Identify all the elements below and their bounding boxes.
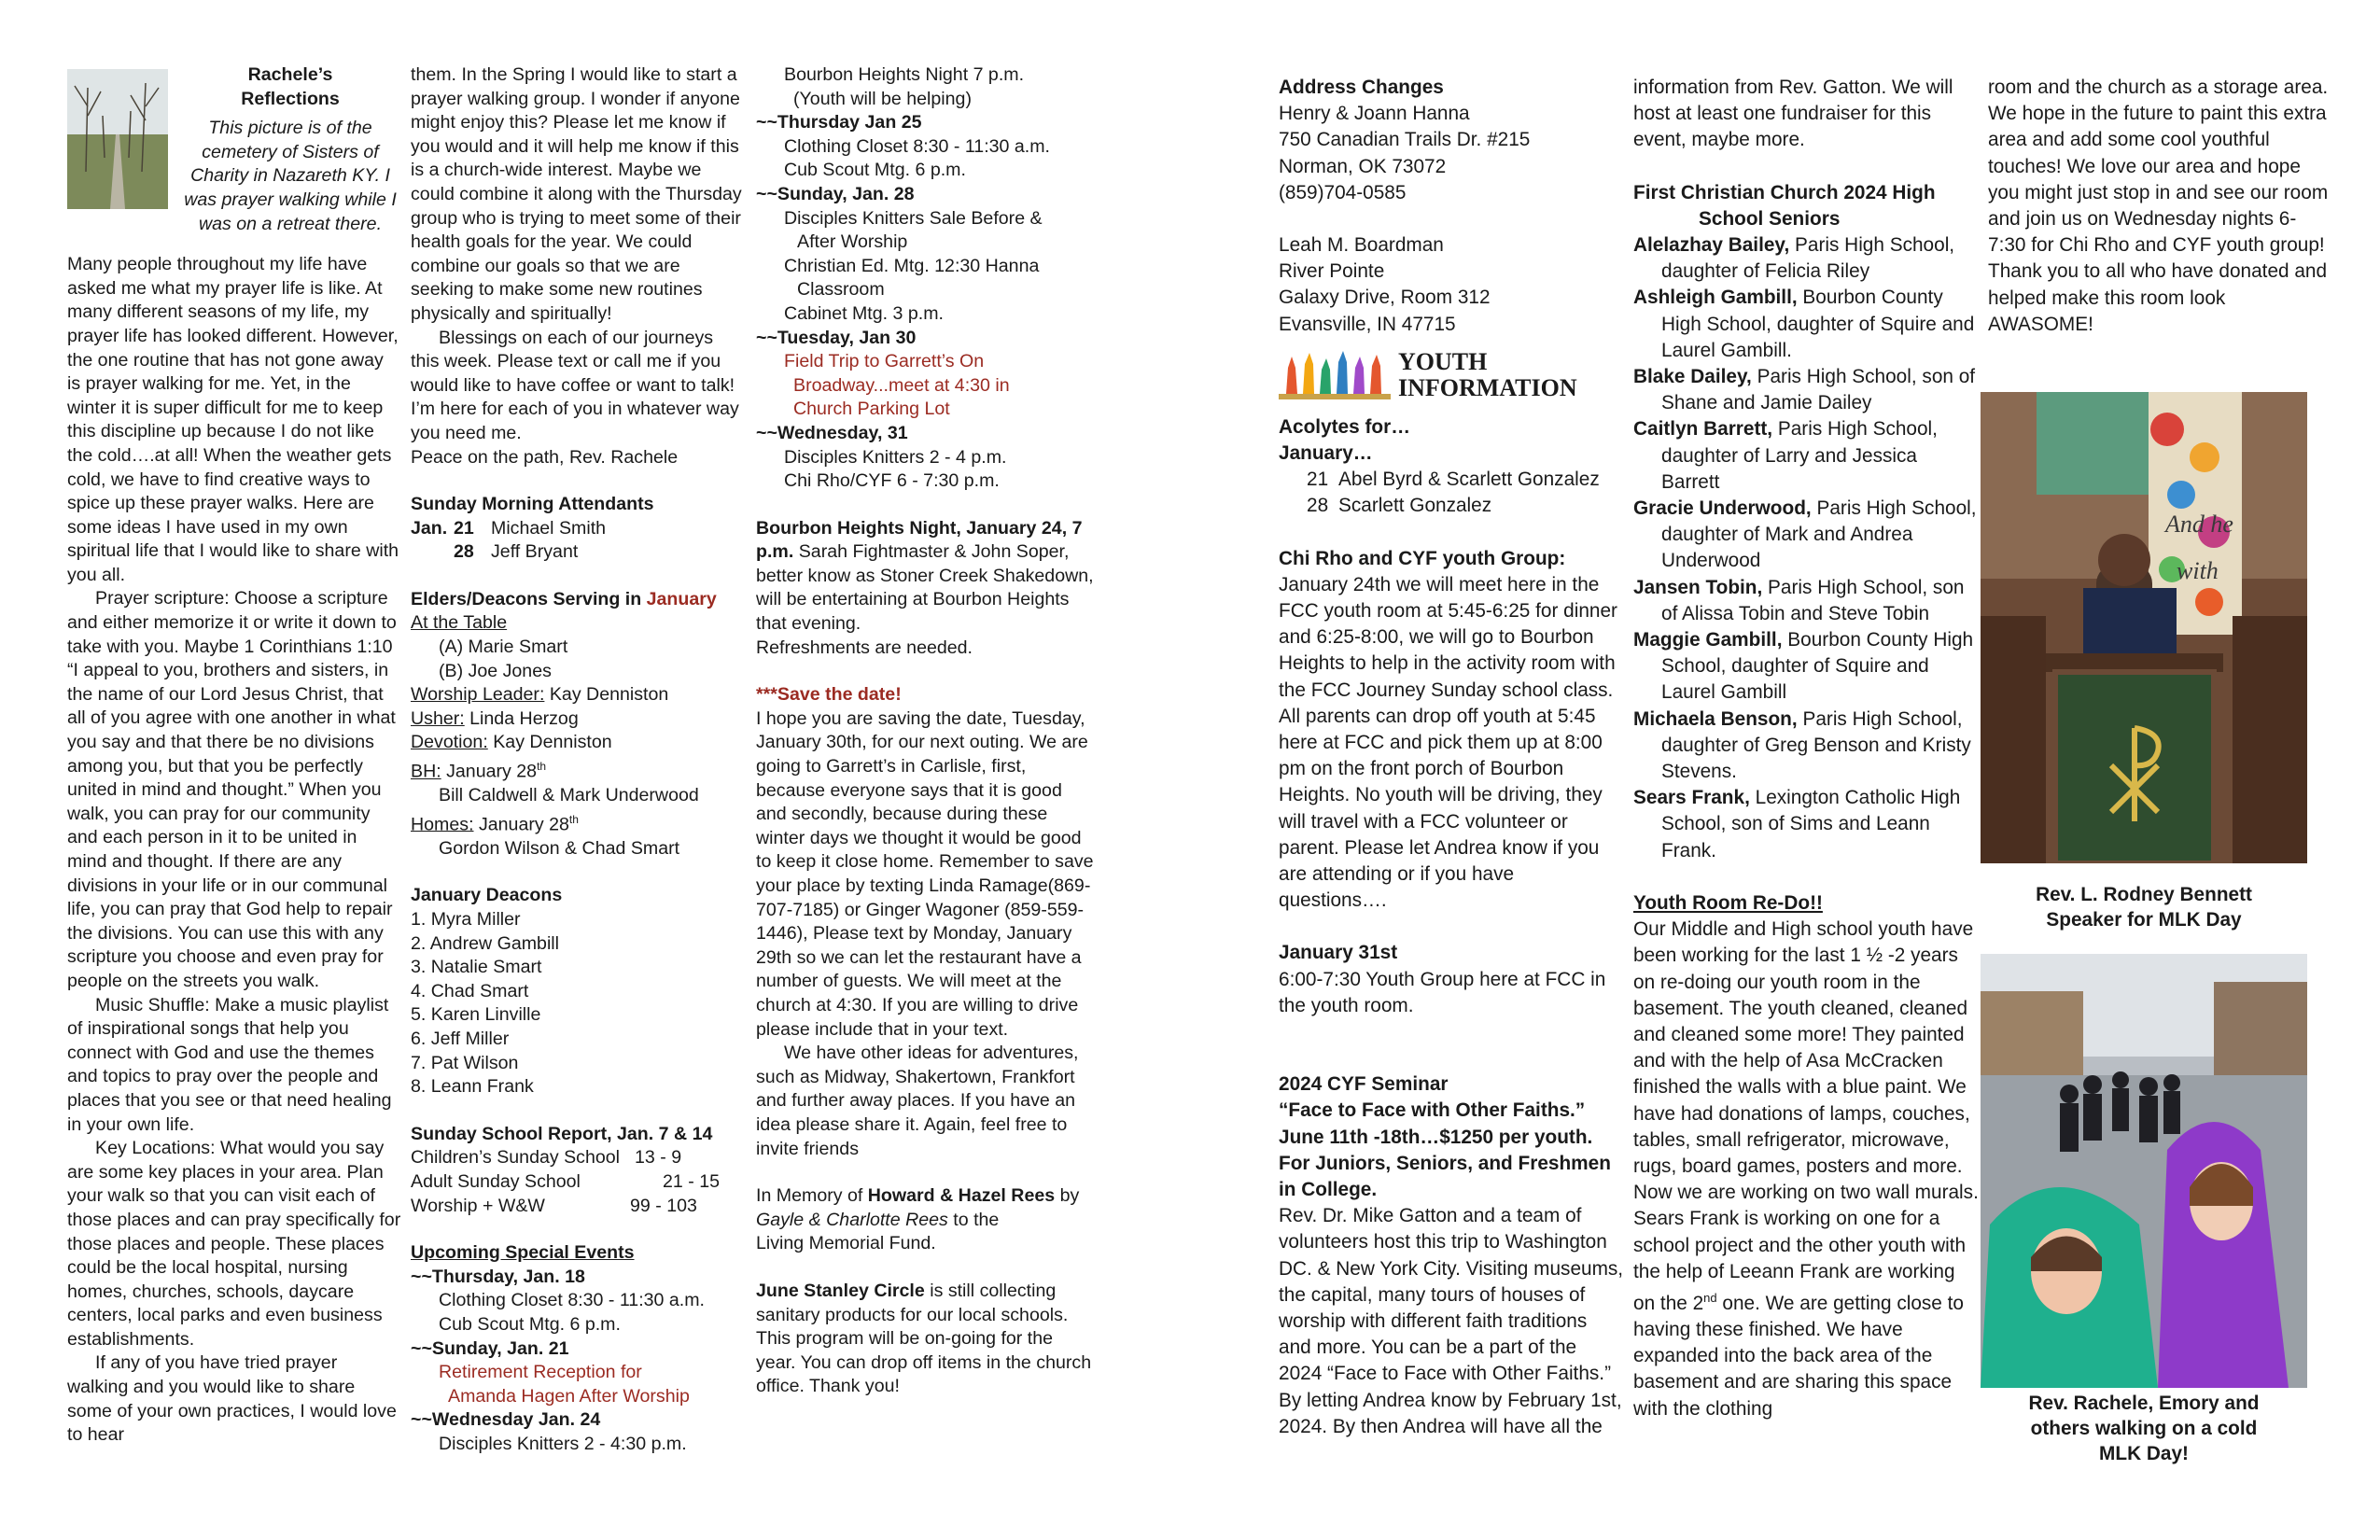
acolyte-day: 28 [1307, 495, 1329, 517]
event-item: Field Trip to Garrett’s On [784, 351, 985, 372]
memorial-names: Howard & Hazel Rees [867, 1185, 1056, 1207]
event-item: Clothing Closet 8:30 - 11:30 a.m. [439, 1290, 705, 1311]
senior-name: Jansen Tobin, [1633, 576, 1763, 598]
speaker-caption-line-2: Speaker for MLK Day [2046, 909, 2242, 931]
event-item: Christian Ed. Mtg. 12:30 Hanna [784, 255, 1040, 276]
worship-leader [411, 683, 745, 707]
youth-info-banner [1279, 349, 1624, 401]
bh-visit [411, 755, 745, 784]
deacon-item: 2. Andrew Gambill [411, 932, 559, 954]
attendant-day: 28 [454, 541, 474, 563]
youth-room-heading: Youth Room Re-Do!! [1633, 891, 1823, 914]
worship-leader-value: Kay Denniston [544, 684, 669, 706]
senior-name: Caitlyn Barrett, [1633, 418, 1773, 441]
reflections-paragraph: Many people throughout my life have asked me what my prayer life is like. At many different seasons of my life, my prayer life has looked different. However, the one routine that has not gone away is prayer walking for me. Yet, in the winter it is super difficult for me to keep this discipline up because I do not like the cold….at all! When the weather gets cold, we have to find creative ways to spice up these prayer walks. Here are some ideas I have used in my own spiritual life that I would like to share with you all. [67, 254, 399, 585]
devotion-value: Kay Denniston [487, 732, 612, 753]
event-item: After Worship [797, 231, 908, 253]
acolytes-heading: Acolytes for… [1279, 415, 1410, 438]
reflections-paragraph: If any of you have tried prayer walking and you would like to share some of your own practices, I would love to hear [67, 1352, 397, 1446]
address-line: Galaxy Drive, Room 312 [1279, 287, 1491, 309]
bourbon-heights-text: Sarah Fightmaster & John Soper, better know as Stoner Creek Shakedown, will be entertaining at Bourbon Heights that evening. [756, 541, 1094, 635]
at-table-a: (A) Marie Smart [439, 637, 568, 658]
mlk-caption-line-3: MLK Day! [2099, 1443, 2189, 1464]
attendant-name: Jeff Bryant [491, 541, 579, 563]
event-day: ~~Sunday, Jan. 28 [756, 183, 915, 204]
banner-text-2: with [2177, 557, 2219, 584]
speaker-caption-line: Rev. L. Rodney Bennett [2036, 884, 2252, 905]
event-item: (Youth will be helping) [793, 88, 972, 109]
bourbon-heights-heading: Bourbon Heights Night, January 24, 7 p.m. [756, 517, 1083, 563]
memorial-by: by [1055, 1185, 1080, 1207]
reflections-paragraph: Blessings on each of our journeys this week. Please text or call me if you would like to have coffee or want to talk! I’m here for each of you in whatever way you need me. [411, 327, 739, 443]
event-day: ~~Wednesday, 31 [756, 422, 908, 443]
youth-room-sup: nd [1703, 1290, 1717, 1305]
senior-name: Sears Frank, [1633, 787, 1750, 809]
attendant-row [411, 517, 745, 541]
seniors-heading: First Christian Church 2024 High [1633, 181, 1936, 203]
senior-item [1633, 707, 1979, 786]
cyf-title: “Face to Face with Other Faiths.” [1279, 1099, 1586, 1122]
mlk-walk-photo [1981, 954, 2307, 1388]
deacon-item: 7. Pat Wilson [411, 1052, 519, 1073]
column-announcements [411, 63, 745, 1457]
event-item: Disciples Knitters 2 - 4:30 p.m. [439, 1433, 687, 1454]
event-day: ~~Sunday, Jan. 21 [411, 1337, 569, 1359]
column-photos [1988, 75, 2333, 338]
senior-info: Lexington Catholic High School, son of Sims and Leann Frank. [1661, 787, 1961, 861]
senior-name: Alelazhay Bailey, [1633, 234, 1790, 257]
cyf-audience: For Juniors, Seniors, and Freshmen in College. [1279, 1152, 1611, 1200]
senior-name: Ashleigh Gambill, [1633, 287, 1798, 309]
reflections-paragraph: Music Shuffle: Make a music playlist of inspirational songs that help you connect with God and use the themes and topics to pray over the people and places that you see or that need healing in your own life. [67, 994, 392, 1135]
youth-room-text-2: one. We are getting close to having these finished. We have expanded into the back area of the basement and are sharing this space with the clothing [1633, 1292, 1964, 1420]
banner-text: And he [2165, 511, 2233, 538]
event-day: ~~Wednesday Jan. 24 [411, 1409, 601, 1431]
event-item: Cub Scout Mtg. 6 p.m. [784, 160, 966, 181]
youth-room-text [1633, 917, 1979, 1422]
senior-info: Paris High School, daughter of Larry and Jessica Barrett [1661, 418, 1938, 493]
mlk-caption-line: Rev. Rachele, Emory and [2028, 1393, 2260, 1414]
youth-room-text-1: Our Middle and High school youth have been working for the last 1 ½ -2 years on re-doing our youth room in the basement. The youth cleaned, cleaned and cleaned some more! They painted and with the help of Asa McCracken finished the walls with a blue paint. We have had donations of lamps, couches, tables, small refrigerator, microwave, rugs, board games, posters and more. Now we are working on two wall murals. Sears Frank is working on one for a school project and the other youth with the help of Leeann Frank are working on the 2 [1633, 918, 1979, 1314]
deacon-item: 6. Jeff Miller [411, 1029, 510, 1050]
event-item: Retirement Reception for [439, 1362, 642, 1383]
ss-row-values: 21 - 15 [663, 1171, 721, 1192]
attendant-row [411, 540, 745, 565]
youth-room-continued: room and the church as a storage area. We hope in the future to paint this extra area and add some cool youthful touches! We love our area and hope you might just stop in and see our room and join us on Wednesday nights 6-7:30 for Chi Rho and CYF youth group! Thank you to all who have donated and helped make this room look AWASOME! [1988, 77, 2329, 335]
refreshments-note: Refreshments are needed. [756, 637, 973, 658]
address-line: Henry & Joann Hanna [1279, 103, 1470, 125]
ss-row-label: Worship + W&W [411, 1195, 545, 1216]
column-seniors [1633, 75, 1979, 1422]
acolytes-month: January… [1279, 442, 1373, 465]
mlk-caption-line-2: others walking on a cold [2030, 1418, 2258, 1439]
at-table-label: At the Table [411, 612, 508, 634]
memorial-givers: Gayle & Charlotte Rees [756, 1209, 948, 1230]
senior-info: Paris High School, son of Shane and Jamie Dailey [1661, 366, 1976, 414]
address-line: River Pointe [1279, 260, 1385, 283]
attendant-month: Jan. [411, 517, 448, 539]
save-date-heading: ***Save the date! [756, 684, 902, 706]
jan31-text: 6:00-7:30 Youth Group here at FCC in the youth room. [1279, 968, 1606, 1016]
elders-heading-text: Elders/Deacons Serving in [411, 588, 647, 609]
mlk-walk-caption [1981, 1391, 2307, 1466]
cyf-heading: 2024 CYF Seminar [1279, 1073, 1449, 1096]
senior-info: Paris High School, son of Alissa Tobin and Steve Tobin [1661, 576, 1965, 624]
homes-label: Homes: [411, 814, 474, 835]
acolyte-names: Abel Byrd & Scarlett Gonzalez [1338, 469, 1600, 491]
senior-item [1633, 232, 1979, 285]
bh-label: BH: [411, 761, 441, 782]
address-changes-heading: Address Changes [1279, 77, 1444, 98]
ss-row-label: Children’s Sunday School [411, 1147, 621, 1169]
cyf-text: Rev. Dr. Mike Gatton and a team of volunteers host this trip to Washington DC. & New York City. Visiting museums, the capital, many tours of houses of worship with different faith traditions and more. You can be a part of the 2024 “Face to Face with Other Faiths.” By letting Andrea know by February 1st, 2024. By then Andrea will have all the [1279, 1205, 1624, 1437]
circle-text [756, 1280, 1097, 1399]
senior-item [1633, 285, 1979, 364]
signoff: Peace on the path, Rev. Rachele [411, 446, 679, 468]
senior-item [1633, 416, 1979, 496]
ss-row-values: 99 - 103 [630, 1195, 697, 1216]
homes-names: Gordon Wilson & Chad Smart [439, 837, 680, 859]
mlk-walk-image [1981, 954, 2307, 1388]
bh-date: January 28 [441, 761, 538, 782]
senior-info: Paris High School, daughter of Greg Benson and Kristy Stevens. [1661, 707, 1971, 783]
speaker-caption [1981, 882, 2307, 932]
senior-name: Maggie Gambill, [1633, 629, 1783, 651]
event-item: Church Parking Lot [793, 399, 950, 420]
attendants-heading: Sunday Morning Attendants [411, 494, 654, 515]
column-events [756, 63, 1097, 1399]
event-item: Clothing Closet 8:30 - 11:30 a.m. [784, 135, 1050, 157]
senior-info: Bourbon County High School, daughter of Squire and Laurel Gambill. [1661, 287, 1975, 361]
event-item: Bourbon Heights Night 7 p.m. [784, 64, 1025, 85]
senior-name: Gracie Underwood, [1633, 497, 1812, 520]
event-item: Chi Rho/CYF 6 - 7:30 p.m. [784, 470, 1000, 492]
memorial-post: to the [947, 1209, 1000, 1230]
usher-label: Usher: [411, 707, 465, 729]
worship-leader-label: Worship Leader: [411, 684, 545, 706]
deacons-heading: January Deacons [411, 885, 563, 906]
ss-report-row [411, 1195, 745, 1219]
cyf-continued: information from Rev. Gatton. We will host at least one fundraiser for this event, maybe more. [1633, 77, 1953, 151]
event-item: Cub Scout Mtg. 6 p.m. [439, 1313, 621, 1335]
reflections-paragraph: Key Locations: What would you say are some key places in your area. Plan your walk so that you can visit each of those places and can pray specifically for those places and people. These places could be the local hospital, nursing homes, churches, schools, daycare centers, local parks and even business establishments. [67, 1138, 401, 1350]
raised-hands-icon [1279, 349, 1391, 401]
seniors-heading-2: School Seniors [1699, 207, 1841, 230]
usher [411, 707, 745, 732]
address-line: (859)704-0585 [1279, 181, 1407, 203]
ss-report-row [411, 1170, 745, 1195]
event-item: Disciples Knitters 2 - 4 p.m. [784, 446, 1007, 468]
acolyte-row [1279, 467, 1624, 493]
senior-info: Bourbon County High School, daughter of Squire and Laurel Gambill [1661, 629, 1974, 704]
event-item: Classroom [797, 279, 885, 301]
address-line: Leah M. Boardman [1279, 234, 1444, 257]
elders-heading [411, 588, 745, 612]
event-item: Broadway...meet at 4:30 in [793, 374, 1010, 396]
devotion [411, 731, 745, 755]
column-reflections [67, 63, 401, 1448]
address-line: Norman, OK 73072 [1279, 155, 1447, 177]
homes-sup: th [568, 812, 579, 826]
elders-month: January [646, 588, 717, 609]
deacon-item: 5. Karen Linville [411, 1004, 541, 1026]
memorial-text [756, 1184, 1097, 1256]
deacon-item: 4. Chad Smart [411, 980, 529, 1001]
ss-report-heading: Sunday School Report, Jan. 7 & 14 [411, 1123, 713, 1144]
senior-item [1633, 364, 1979, 416]
event-item: Amanda Hagen After Worship [448, 1385, 690, 1407]
deacon-item: 8. Leann Frank [411, 1076, 534, 1098]
event-item: Cabinet Mtg. 3 p.m. [784, 302, 944, 324]
ss-row-values: 13 - 9 [635, 1147, 682, 1169]
deacon-item: 1. Myra Miller [411, 909, 521, 931]
acolyte-names: Scarlett Gonzalez [1338, 495, 1492, 517]
bourbon-heights-paragraph [756, 517, 1097, 637]
events-heading: Upcoming Special Events [411, 1242, 635, 1264]
homes-visit [411, 808, 745, 837]
cyf-dates: June 11th -18th…$1250 per youth. [1279, 1126, 1593, 1148]
senior-info: Paris High School, daughter of Mark and Andrea Underwood [1661, 497, 1977, 572]
cemetery-path-image [67, 69, 168, 209]
address-line: Evansville, IN 47715 [1279, 313, 1456, 335]
homes-date: January 28 [473, 814, 569, 835]
event-item: Disciples Knitters Sale Before & [784, 207, 1043, 229]
chirho-text: January 24th we will meet here in the FCC youth room at 5:45-6:25 for dinner and 6:25-8:00, we will go to Bourbon Heights to help in the activity room with the FCC Journey Sunday school class. All parents can drop off youth at 5:45 here at FCC and pick them up at 8:00 pm on the front porch of Bourbon Heights. No youth will be driving, they will travel with a FCC volunteer or parent. Please let Andrea know if you are attending or if you have questions…. [1279, 573, 1617, 912]
address-line: 750 Canadian Trails Dr. #215 [1279, 129, 1531, 151]
senior-info: Paris High School, daughter of Felicia Riley [1661, 234, 1955, 283]
ss-row-label: Adult Sunday School [411, 1171, 581, 1192]
attendant-day: 21 [454, 517, 474, 539]
bh-names: Bill Caldwell & Mark Underwood [439, 785, 699, 806]
event-day: ~~Thursday Jan 25 [756, 112, 922, 133]
speaker-at-pulpit-image [1981, 392, 2307, 863]
senior-item [1633, 627, 1979, 707]
acolyte-day: 21 [1307, 469, 1329, 491]
event-day: ~~Tuesday, Jan 30 [756, 327, 917, 348]
reflections-continued: them. In the Spring I would like to start a prayer walking group. I wonder if anyone might enjoy this? Please let me know if you would and it will help me know if this is a church-wide interest. Maybe we could combine it along with the Thursday group who is trying to meet some of their health goals for the year. We could combine our goals so that we are seeking to make some new routines physically and spiritually! [411, 64, 742, 324]
attendant-name: Michael Smith [491, 517, 607, 539]
save-date-text: I hope you are saving the date, Tuesday, January 30th, for our next outing. We are going to Garrett’s in Carlisle, first, because everyone says that it is good and secondly, because during these winter days we thought it would be good to keep it close home. Remember to save your place by texting Linda Ramage(869-707-7185) or Ginger Wagoner (859-559-1446), Please text by Monday, January 29th so we can let the restaurant have a number of guests. We will meet at the church at 4:30. If you are willing to drive please include that in your text. [756, 707, 1094, 1040]
chirho-heading: Chi Rho and CYF youth Group: [1279, 547, 1566, 569]
jan31-heading: January 31st [1279, 942, 1398, 964]
deacon-item: 3. Natalie Smart [411, 957, 542, 978]
at-table-b: (B) Joe Jones [439, 660, 552, 681]
senior-name: Blake Dailey, [1633, 366, 1752, 388]
senior-item [1633, 496, 1979, 575]
senior-item [1633, 785, 1979, 864]
devotion-label: Devotion: [411, 732, 488, 753]
speaker-photo [1981, 392, 2307, 863]
bh-sup: th [537, 760, 547, 774]
youth-info-title-2: INFORMATION [1398, 373, 1577, 401]
circle-name: June Stanley Circle [756, 1280, 925, 1301]
senior-name: Michaela Benson, [1633, 707, 1798, 730]
memorial-fund: Living Memorial Fund. [756, 1233, 936, 1254]
youth-info-title: YOUTH [1398, 347, 1488, 375]
reflections-paragraph: Prayer scripture: Choose a scripture and either memorize it or write it down to take with you. Maybe 1 Corinthians 1:10 “I appeal to you, brothers and sisters, in the name of our Lord Jesus Christ, that all of you agree with one another in what you say and that there be no divisions among you, but that you be perfectly united in mind and thought.” When you walk, you can pray for our community and each person in it to be united in mind and thought. If there are any divisions in your life or in our communal life, you can pray that God help to repair the divisions. You can use this with any scripture you choose and even pray for people on the streets you walk. [67, 588, 397, 991]
ss-report-row [411, 1146, 745, 1170]
column-youth [1279, 75, 1624, 1440]
acolyte-row [1279, 493, 1624, 519]
senior-item [1633, 575, 1979, 627]
memorial-pre: In Memory of [756, 1185, 868, 1207]
circle-body: is still collecting sanitary products for our local schools. This program will be on-going for the year. You can drop off items in the church office. Thank you! [756, 1280, 1092, 1397]
event-day: ~~Thursday, Jan. 18 [411, 1266, 585, 1287]
reflections-title: Rachele’s [247, 64, 333, 85]
cemetery-photo [67, 69, 168, 209]
usher-value: Linda Herzog [464, 707, 579, 729]
reflections-title-2: Reflections [241, 88, 340, 109]
photo-caption: This picture is of the cemetery of Sisters of Charity in Nazareth KY. I was prayer walking while I was on a retreat there. [184, 118, 397, 234]
adventures-text: We have other ideas for adventures, such as Midway, Shakertown, Frankfort and further away places. If you have an idea please share it. Again, feel free to invite friends [756, 1043, 1079, 1159]
